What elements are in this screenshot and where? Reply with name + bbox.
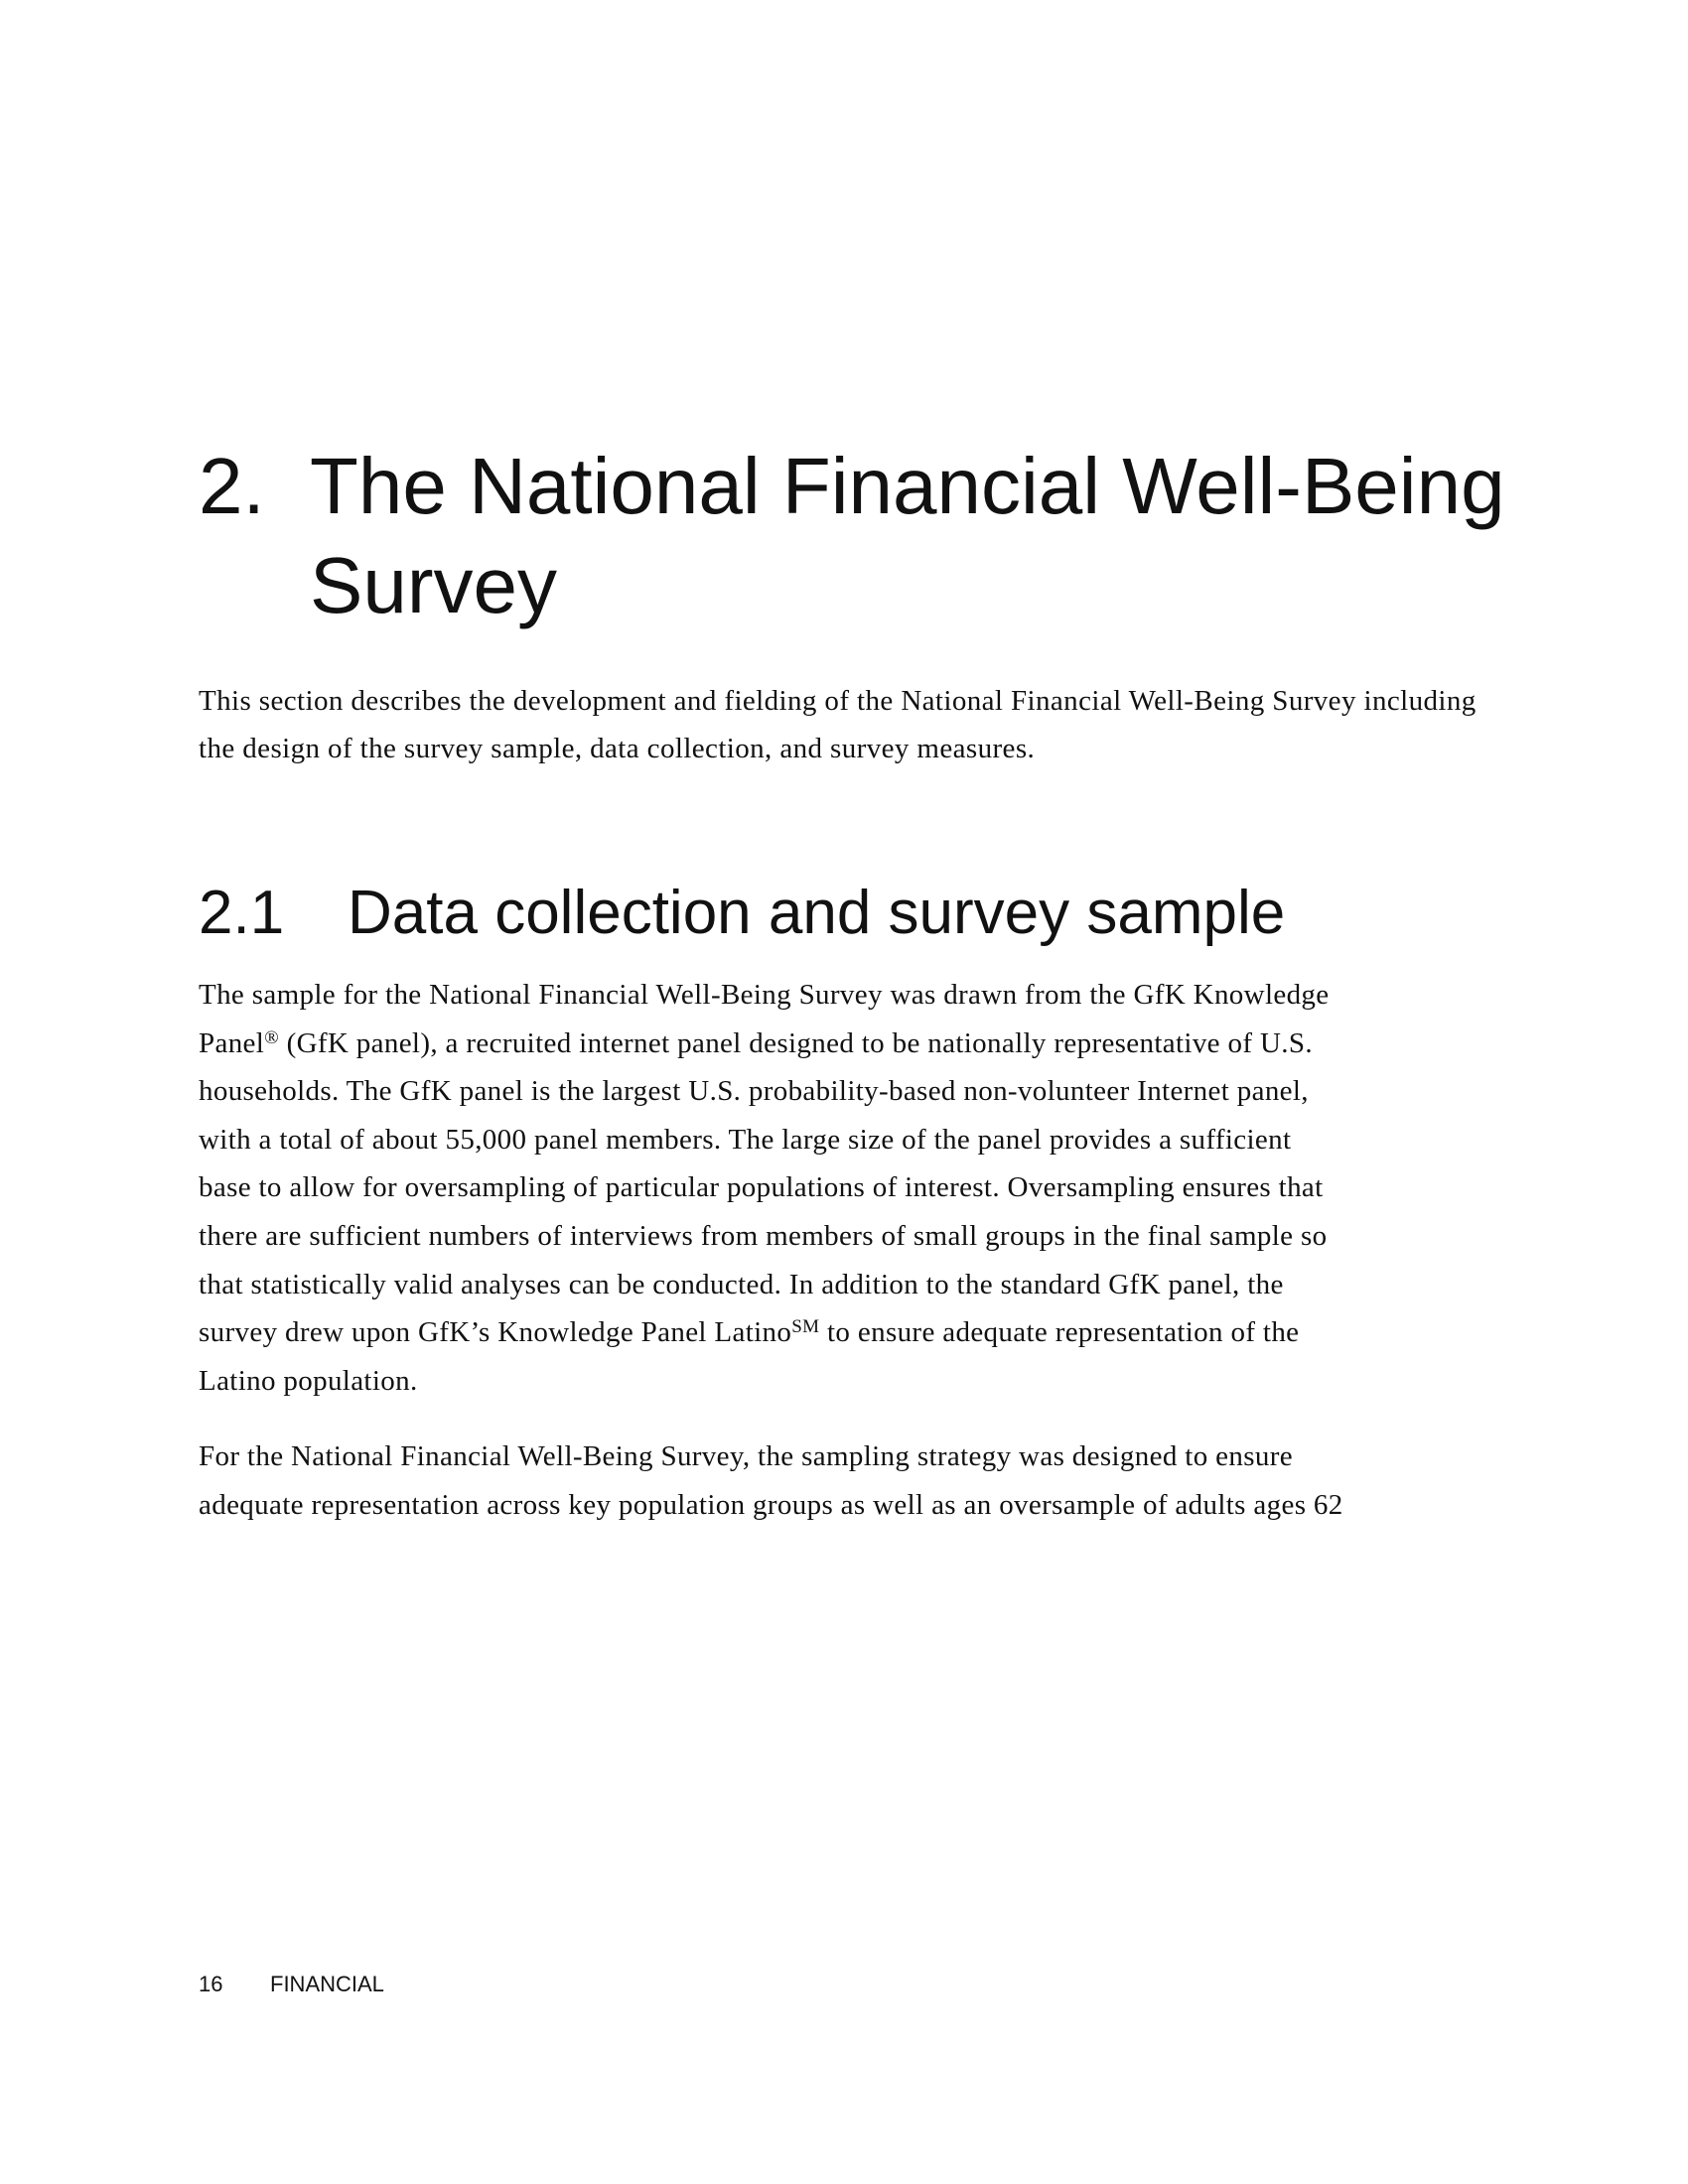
paragraph-line: adequate representation across key population groups as well as an oversample of adults ages 62	[199, 1488, 1343, 1521]
page-footer	[199, 1971, 384, 1998]
section-title: Data collection and survey sample	[348, 879, 1286, 947]
paragraph-line: base to allow for oversampling of particular populations of interest. Oversampling ensures that	[199, 1171, 1324, 1204]
service-mark: SM	[791, 1316, 820, 1338]
paragraph-text: to ensure adequate representation of the	[819, 1316, 1300, 1349]
section-number: 2.1	[199, 879, 285, 947]
paragraph-text: (GfK panel), a recruited internet panel designed to be nationally representative of U.S.	[278, 1026, 1313, 1059]
page-number: 16	[199, 1972, 223, 1996]
paragraph-line: that statistically valid analyses can be conducted. In addition to the standard GfK panel, the	[199, 1268, 1284, 1300]
footer-label: FINANCIAL	[270, 1972, 384, 1996]
body-paragraph-1	[199, 971, 1519, 1405]
section-heading	[199, 874, 1285, 953]
chapter-title-text: The National Financial Well-Being Survey	[310, 442, 1505, 629]
paragraph-line: For the National Financial Well-Being Survey, the sampling strategy was designed to ensure	[199, 1440, 1293, 1472]
paragraph-line: Latino population.	[199, 1364, 418, 1397]
paragraph-text: survey drew upon GfK’s Knowledge Panel Latino	[199, 1316, 792, 1349]
paragraph-text: Panel	[199, 1026, 265, 1059]
chapter-number: 2.	[199, 442, 265, 530]
paragraph-line: households. The GfK panel is the largest U.S. probability-based non-volunteer Internet panel,	[199, 1075, 1309, 1108]
paragraph-line	[199, 1308, 1519, 1357]
paragraph-line: there are sufficient numbers of interviews from members of small groups in the final sample so	[199, 1219, 1328, 1252]
chapter-title	[199, 437, 1519, 635]
registered-mark: ®	[264, 1026, 279, 1048]
paragraph-line: The sample for the National Financial Well-Being Survey was drawn from the GfK Knowledge	[199, 979, 1330, 1011]
intro-paragraph: This section describes the development and fielding of the National Financial Well-Being Survey including the design of the survey sample, data collection, and survey measures.	[199, 685, 1477, 764]
paragraph-line	[199, 1020, 1519, 1068]
body-paragraph-2	[199, 1433, 1519, 1529]
paragraph-line: with a total of about 55,000 panel members. The large size of the panel provides a sufficient	[199, 1123, 1292, 1156]
